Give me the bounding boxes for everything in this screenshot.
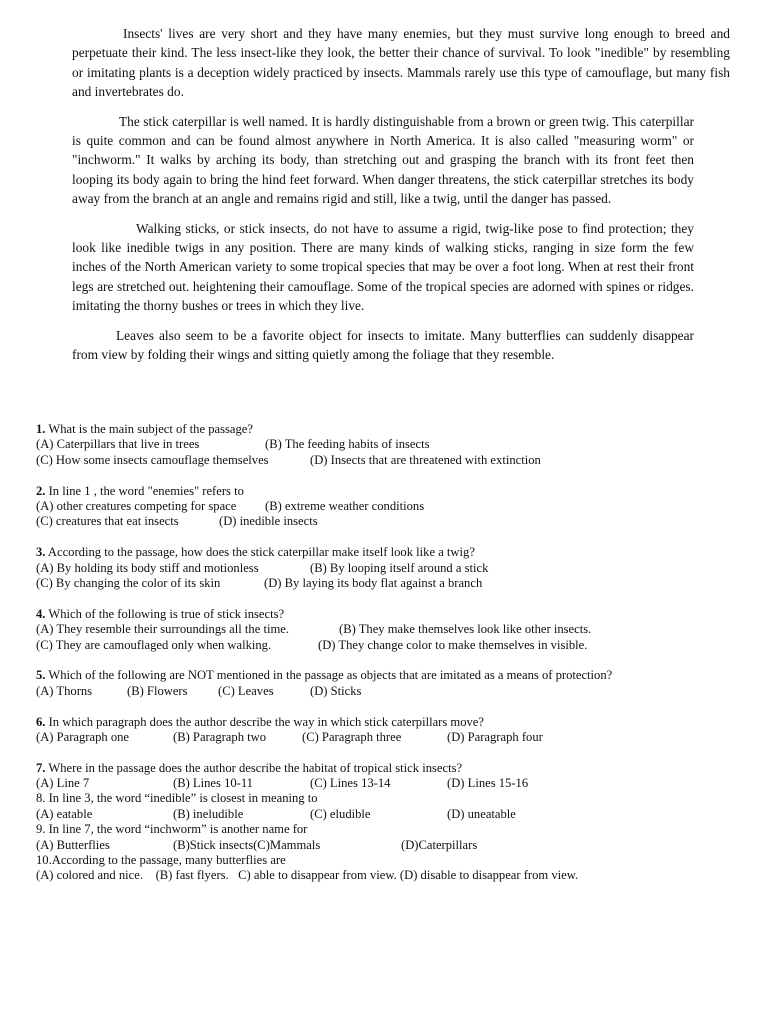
question-options: (A) colored and nice. (B) fast flyers. C) able to disappear from view. (D) disable to disappear from view. xyxy=(36,868,579,883)
question-1 xyxy=(36,422,756,468)
option-d: (D) inedible insects xyxy=(219,514,318,529)
question-list xyxy=(36,422,756,884)
option-b: (B) ineludible xyxy=(173,806,244,821)
question-5 xyxy=(36,668,756,699)
option-c: (C) eludible xyxy=(310,806,371,821)
question-number: 6. xyxy=(36,714,46,729)
question-text: In which paragraph does the author describe the way in which stick caterpillars move? xyxy=(45,714,484,729)
passage-paragraph-2: The stick caterpillar is well named. It is hardly distinguishable from a brown or green twig. This caterpillar is quite common and can be found almost anywhere in North America. It is also called "measuring worm" or "inchworm." It walks by arching its body, than stretching out and grasping the branch with its front feet then looping its body again to bring the hind feet forward. When danger threatens, the stick caterpillar stretches its body away from the branch at an angle and remains rigid and still, like a twig, until the danger has passed. xyxy=(72,113,694,207)
option-b: (B) extreme weather conditions xyxy=(265,498,425,513)
option-a: (A) Butterflies xyxy=(36,837,110,852)
question-text: 10.According to the passage, many butterflies are xyxy=(36,853,286,868)
question-4 xyxy=(36,607,756,653)
option-d: (D) Paragraph four xyxy=(447,729,543,744)
option-c: (C) creatures that eat insects xyxy=(36,514,179,529)
question-text: According to the passage, how does the stick caterpillar make itself look like a twig? xyxy=(45,545,475,560)
question-number: 7. xyxy=(36,760,46,775)
question-number: 2. xyxy=(36,483,46,498)
option-b: (B) By looping itself around a stick xyxy=(310,560,489,575)
question-text: What is the main subject of the passage? xyxy=(45,422,253,436)
question-text: In line 1 , the word "enemies" refers to xyxy=(45,483,244,498)
option-a: (A) By holding its body stiff and motionless xyxy=(36,560,259,575)
question-text: 9. In line 7, the word “inchworm” is another name for xyxy=(36,822,308,837)
question-text: Which of the following are NOT mentioned in the passage as objects that are imitated as a means of protection? xyxy=(45,668,613,683)
option-d: (D) By laying its body flat against a branch xyxy=(264,575,483,590)
option-a: (A) Paragraph one xyxy=(36,729,130,744)
question-3 xyxy=(36,545,756,591)
option-d: (D) Lines 15-16 xyxy=(447,776,529,791)
option-c: (C) They are camouflaged only when walking. xyxy=(36,637,272,652)
option-b: (B) Paragraph two xyxy=(173,729,267,744)
question-number: 4. xyxy=(36,606,46,621)
question-text: 8. In line 3, the word “inedible” is closest in meaning to xyxy=(36,791,318,806)
option-c: (C) Leaves xyxy=(218,683,274,698)
question-text: Where in the passage does the author describe the habitat of tropical stick insects? xyxy=(45,760,463,775)
option-b-c: (B)Stick insects(C)Mammals xyxy=(173,837,321,852)
option-b: (B) The feeding habits of insects xyxy=(265,437,430,452)
question-number: 3. xyxy=(36,545,46,560)
option-c: (C) How some insects camouflage themselves xyxy=(36,452,269,467)
passage-paragraph-3: Walking sticks, or stick insects, do not have to assume a rigid, twig-like pose to find protection; they look like inedible twigs in any position. There are many kinds of walking sticks, ranging in size form the few inches of the North American variety to some tropical species that may be over a foot long. When at rest their front legs are stretched out. heightening their camouflage. Some of the tropical species are adorned with spines or ridges. imitating the thorny bushes or trees in which they live. xyxy=(72,220,694,314)
passage-paragraph-4: Leaves also seem to be a favorite object for insects to imitate. Many butterflies can suddenly disappear from view by folding their wings and sitting quietly among the foliage that they resemble. xyxy=(72,327,694,363)
option-d: (D) uneatable xyxy=(447,806,516,821)
option-c: (C) By changing the color of its skin xyxy=(36,575,221,590)
question-number: 5. xyxy=(36,668,46,683)
option-b: (B) Lines 10-11 xyxy=(173,776,253,791)
option-a: (A) Thorns xyxy=(36,683,93,698)
option-a: (A) other creatures competing for space xyxy=(36,498,237,513)
question-10 xyxy=(36,853,756,884)
option-c: (C) Lines 13-14 xyxy=(310,776,391,791)
option-a: (A) Caterpillars that live in trees xyxy=(36,437,200,452)
option-c: (C) Paragraph three xyxy=(302,729,402,744)
option-d: (D) They change color to make themselves in visible. xyxy=(318,637,588,652)
reading-passage xyxy=(72,24,730,375)
option-b: (B) They make themselves look like other insects. xyxy=(339,622,592,637)
question-number: 1. xyxy=(36,422,46,436)
option-d: (D)Caterpillars xyxy=(401,837,478,852)
option-d: (D) Insects that are threatened with extinction xyxy=(310,452,541,467)
question-9 xyxy=(36,822,756,853)
option-a: (A) Line 7 xyxy=(36,776,90,791)
question-6 xyxy=(36,715,756,746)
option-d: (D) Sticks xyxy=(310,683,362,698)
passage-paragraph-1: Insects' lives are very short and they have many enemies, but they must survive long enough to breed and perpetuate their kind. The less insect-like they look, the better their chance of survival. To look "inedible" by resembling or imitating plants is a deception widely practiced by insects. Mammals rarely use this type of camouflage, but many fish and invertebrates do. xyxy=(72,26,730,100)
question-8 xyxy=(36,791,756,822)
question-2 xyxy=(36,484,756,530)
option-b: (B) Flowers xyxy=(127,683,188,698)
question-7 xyxy=(36,761,756,792)
question-text: Which of the following is true of stick insects? xyxy=(45,606,285,621)
option-a: (A) eatable xyxy=(36,806,93,821)
option-a: (A) They resemble their surroundings all the time. xyxy=(36,622,289,637)
